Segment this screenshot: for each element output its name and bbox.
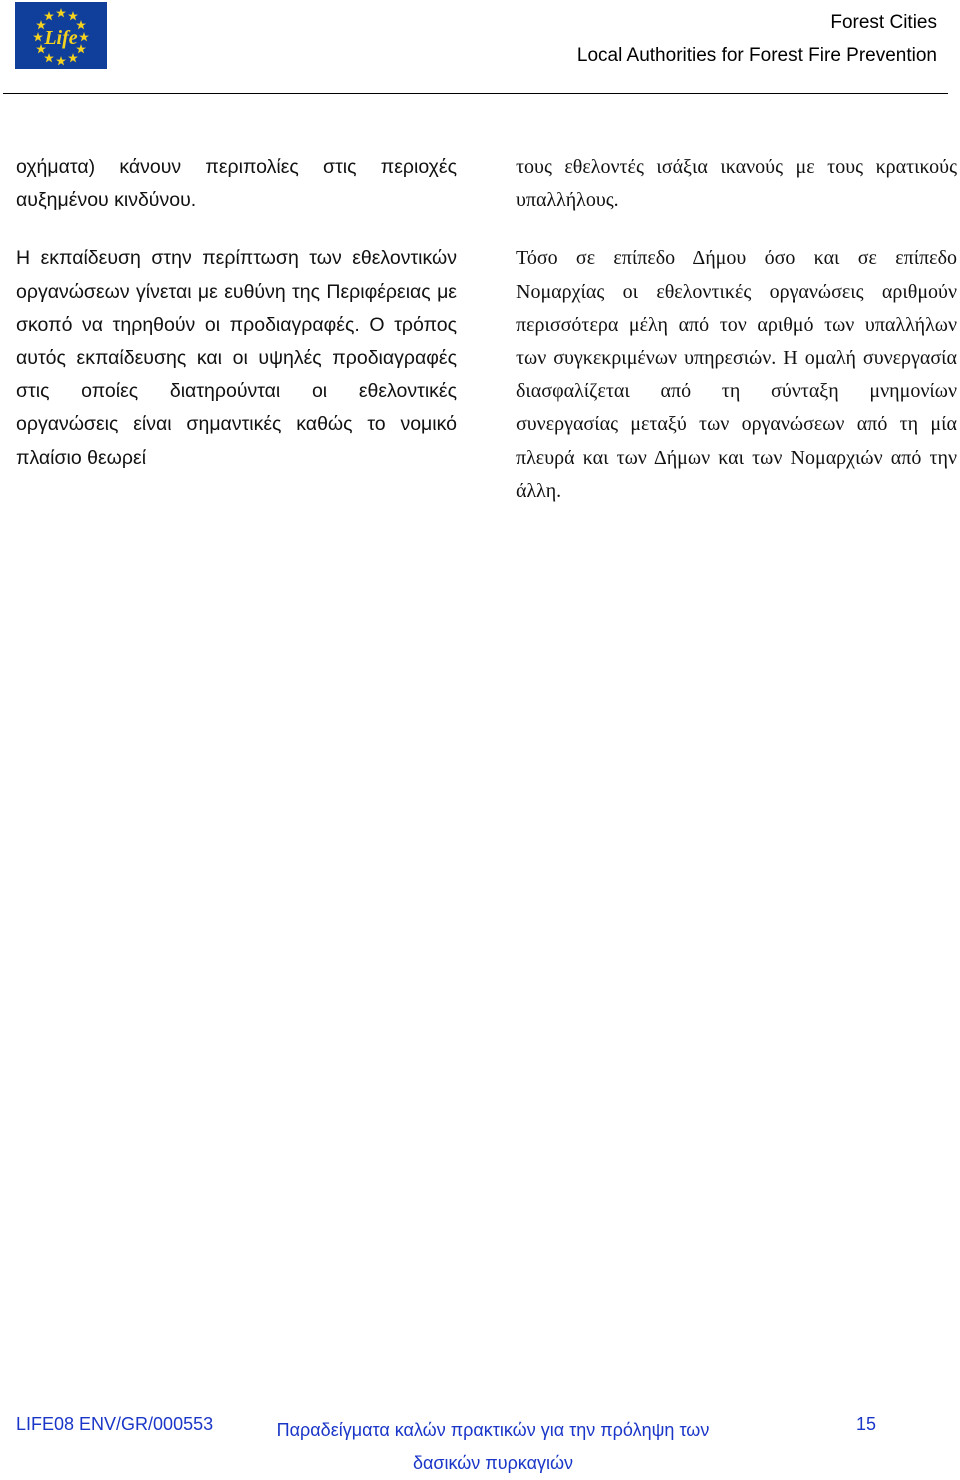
header-title: Forest Cities (830, 12, 937, 33)
svg-text:Life: Life (44, 27, 78, 49)
header-divider (3, 93, 948, 94)
paragraph: Η εκπαίδευση στην περίπτωση των εθελοντικών οργανώσεων γίνεται με ευθύνη της Περιφέρειας με σκοπό να τηρηθούν οι προδιαγραφές. Ο τρόπος αυτός εκπαίδευσης και οι υψηλές προδιαγραφές στις οποίες διατηρούνται οι εθελοντικές οργανώσεις είναι σημαντικές καθώς το νομικό πλαίσιο θεωρεί (16, 247, 457, 469)
right-column (516, 151, 957, 533)
header-subtitle: Local Authorities for Forest Fire Prevention (576, 45, 937, 66)
eu-stars-icon (15, 2, 107, 69)
life-logo (15, 2, 107, 69)
left-column (16, 151, 457, 500)
paragraph: τους εθελοντές ισάξια ικανούς με τους κρατικούς υπαλλήλους. (516, 156, 957, 212)
paragraph: Τόσο σε επίπεδο Δήμου όσο και σε επίπεδο Νομαρχίας οι εθελοντικές οργανώσεις αριθμούν περισσότερα μέλη από τον αριθμό των υπαλλήλων των συγκεκριμένων υπηρεσιών. Η ομαλή συνεργασία διασφαλίζεται από τη σύνταξη μνημονίων συνεργασίας μεταξύ των οργανώσεων από τη μία πλευρά και των Δήμων και των Νομαρχιών από την άλλη. (516, 247, 957, 502)
footer-title: Παραδείγματα καλών πρακτικών για την πρόληψη των δασικών πυρκαγιών (276, 1420, 710, 1473)
paragraph: οχήματα) κάνουν περιπολίες στις περιοχές αυξημένου κινδύνου. (16, 156, 457, 212)
footer-project-code: LIFE08 ENV/GR/000553 (16, 1414, 214, 1434)
page-number: 15 (856, 1414, 877, 1434)
